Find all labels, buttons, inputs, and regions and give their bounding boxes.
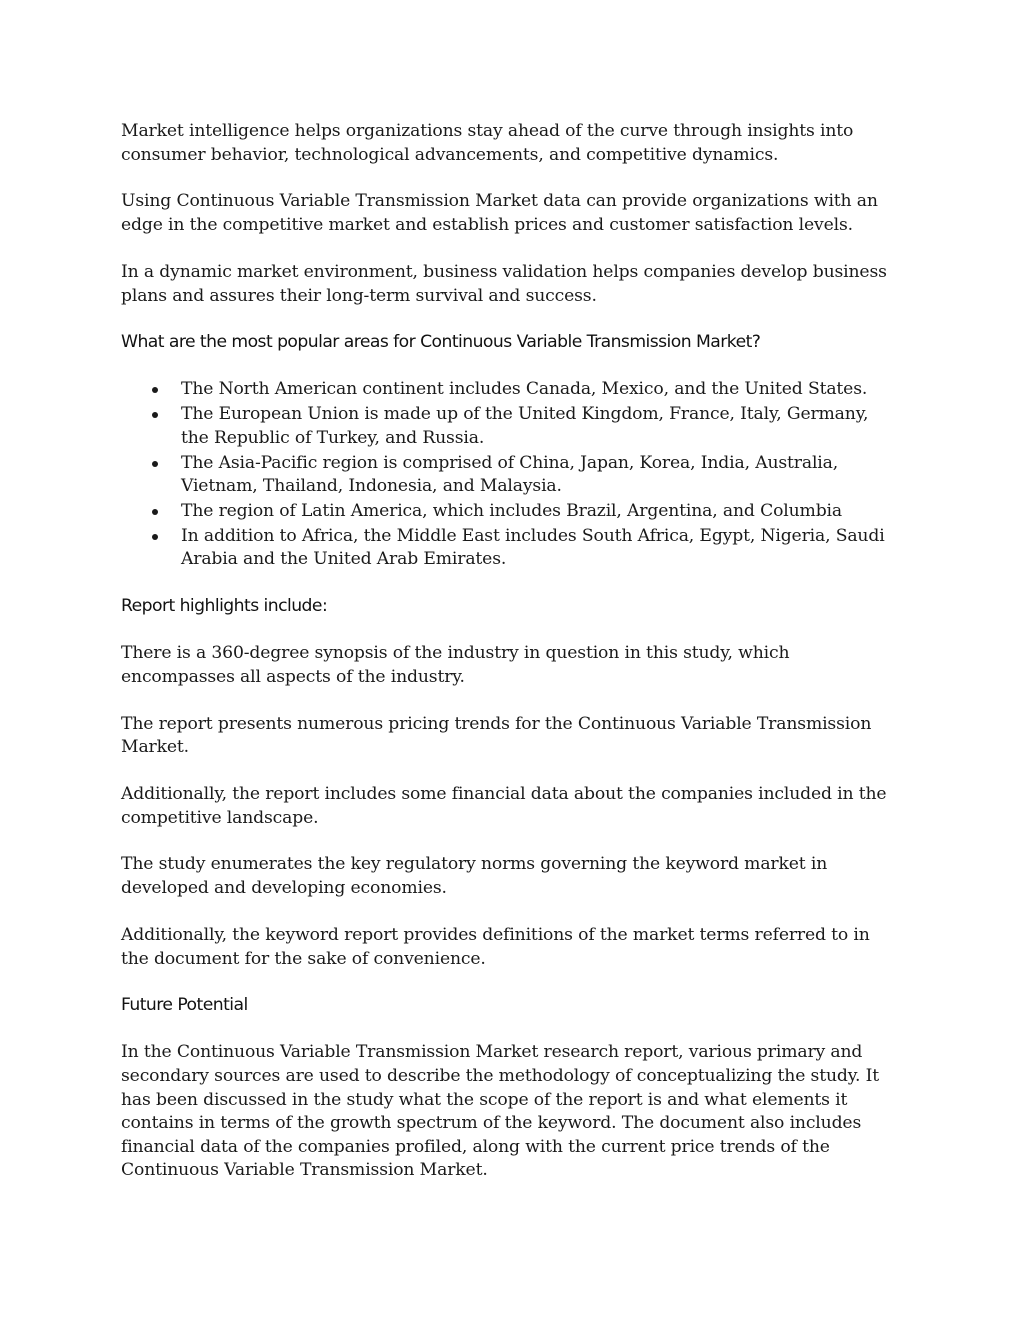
regions-list — [121, 378, 896, 572]
bullet-icon — [152, 534, 158, 540]
bullet-icon — [152, 387, 158, 393]
regions-heading: What are the most popular areas for Continuous Variable Transmission Market? — [121, 332, 761, 353]
list-item-text: The region of Latin America, which includes Brazil, Argentina, and Columbia — [181, 500, 842, 521]
document-page — [121, 120, 896, 1206]
list-item-text: In addition to Africa, the Middle East includes South Africa, Egypt, Nigeria, Saudi Arabia and the United Arab Emirates. — [181, 525, 885, 570]
bullet-icon — [152, 461, 158, 467]
list-item — [121, 378, 896, 402]
list-item — [121, 403, 896, 450]
list-item-text: The Asia-Pacific region is comprised of China, Japan, Korea, India, Australia, Vietnam, Thailand, Indonesia, and Malaysia. — [181, 452, 839, 497]
future-paragraph: In the Continuous Variable Transmission Market research report, various primary and secondary sources are used to describe the methodology of conceptualizing the study. It has been discussed in the study what the scope of the report is and what elements it contains in terms of the growth spectrum of the keyword. The document also includes financial data of the companies profiled, along with the current price trends of the Continuous Variable Transmission Market. — [121, 1042, 880, 1181]
highlight-paragraph: Additionally, the report includes some financial data about the companies included in the competitive landscape. — [121, 784, 887, 828]
highlight-paragraph: The study enumerates the key regulatory norms governing the keyword market in developed and developing economies. — [121, 854, 828, 899]
list-item-text: The European Union is made up of the United Kingdom, France, Italy, Germany, the Republic of Turkey, and Russia. — [181, 404, 869, 448]
highlight-paragraph: There is a 360-degree synopsis of the industry in question in this study, which encompasses all aspects of the industry. — [121, 643, 790, 687]
intro-paragraph: Market intelligence helps organizations stay ahead of the curve through insights into consumer behavior, technological advancements, and competitive dynamics. — [121, 121, 854, 165]
intro-paragraph: In a dynamic market environment, business validation helps companies develop business plans and assures their long-term survival and success. — [121, 261, 887, 306]
intro-paragraph: Using Continuous Variable Transmission Market data can provide organizations with an edge in the competitive market and establish prices and customer satisfaction levels. — [121, 191, 878, 236]
highlight-paragraph: The report presents numerous pricing trends for the Continuous Variable Transmission Market. — [121, 713, 872, 758]
highlights-heading: Report highlights include: — [121, 596, 328, 617]
bullet-icon — [152, 412, 158, 418]
highlight-paragraph: Additionally, the keyword report provides definitions of the market terms referred to in the document for the sake of convenience. — [121, 924, 870, 969]
list-item-text: The North American continent includes Canada, Mexico, and the United States. — [181, 379, 868, 400]
list-item — [121, 452, 896, 499]
list-item — [121, 525, 896, 572]
future-heading: Future Potential — [121, 995, 248, 1016]
bullet-icon — [152, 509, 158, 515]
list-item — [121, 500, 896, 524]
